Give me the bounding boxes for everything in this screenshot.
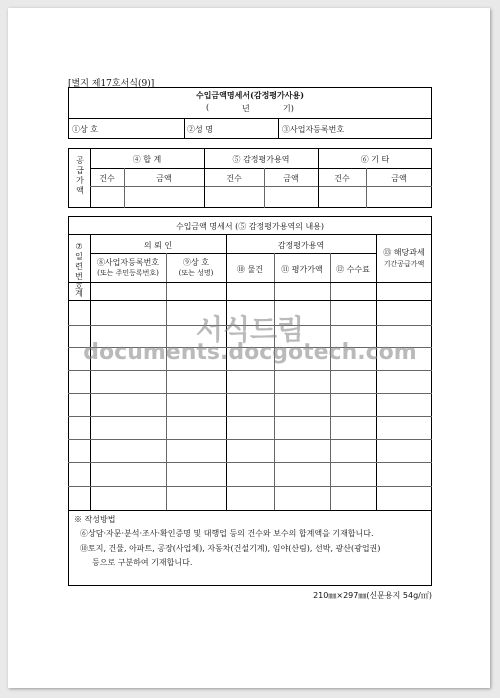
header-col-sep-1 [184,118,185,139]
notes-line-3: 등으로 구분하여 기재합니다. [92,558,193,567]
table-row-line [68,416,432,417]
object-header: ⑩ 물건 [237,265,263,274]
year-unit: 년 [242,104,250,113]
bizno-header [90,258,166,278]
field-name-label: ②성 명 [187,125,213,134]
year-open: ( [206,103,210,112]
detail-sub-sep-3 [330,253,331,510]
tax-sublabel: 기간공급가액 [383,260,425,268]
company-sublabel: (또는 성명) [178,269,214,277]
table-row-line [68,439,432,440]
fee-header: ⑫ 수수료 [336,265,370,274]
serial-header [73,242,85,292]
table-row-line [68,486,432,487]
supply-total-header: ④ 합 계 [132,155,162,164]
tax-label: ⑬ 해당과세 [383,248,425,257]
supply-row-line-1 [90,168,432,169]
watermark-title: 서식드림 [195,313,305,346]
watermark-url: documents.docgotech.com [83,340,417,365]
detail-title: 수입금액 명세서 (⑤ 감정평가용역의 내용) [175,222,325,231]
company-header [166,258,226,278]
supply-row-line-2 [90,186,432,187]
table-row-line [68,462,432,463]
field-bizno-label: ③사업자등록번호 [282,125,345,134]
form-id: [별지 제17호서식(9)] [68,79,155,89]
table-row-line [68,370,432,371]
supply-fee-count: 건수 [226,174,242,183]
field-company-label: ①상 호 [72,125,98,134]
tax-header [376,247,432,270]
detail-sub-sep-2 [274,253,275,510]
detail-group-line [90,253,376,254]
company-label: ⑨상 호 [183,258,209,267]
supply-side-label: 공급가액 [76,156,84,195]
table-row-line [68,393,432,394]
paper-spec: 210㎜×297㎜(신문용지 54g/㎡) [313,591,432,600]
supply-other-header: ⑥ 기 타 [360,155,390,164]
supply-other-amount: 금액 [391,174,407,183]
serial-mark: ⑦ [75,242,83,251]
notes-line-2: ⑩토지, 건물, 아파트, 공장(사업체), 자동차(건설기계), 임야(산림), 선박, 광산(광업권) [80,544,381,553]
detail-group-sep-1 [226,234,227,510]
detail-group-sep-2 [376,234,377,510]
detail-sub-sep-1 [166,253,167,510]
header-col-sep-2 [278,118,279,139]
notes-line-1: ⑥상담·자문·분석·조사·확인증명 및 대행업 등의 건수와 보수의 합계액을 기재합니다. [80,529,374,538]
supply-fee-amount: 금액 [283,174,299,183]
field-bizno-input[interactable] [348,120,430,137]
appraisal-header: 감정평가용역 [277,241,325,250]
total-row-label: 계 [75,289,83,298]
notes-heading: ※ 작성방법 [74,515,116,524]
client-header: 의 뢰 인 [143,241,173,250]
form-title: 수입금액명세서(감정평가사용) [195,90,305,100]
header-divider [68,118,432,119]
serial-word-2: 번호 [75,272,83,291]
detail-header-bottom [68,282,432,283]
year-close: 기) [283,104,294,113]
detail-total-bottom [68,300,432,301]
detail-title-line [68,234,432,235]
supply-other-count: 건수 [334,174,350,183]
supply-total-count: 건수 [99,174,115,183]
bizno-label: ⑧사업자등록번호 [96,258,160,267]
field-name-input[interactable] [222,120,276,137]
supply-fee-header: ⑤ 감정평가용역 [232,155,290,164]
supply-total-amount: 금액 [156,174,172,183]
field-company-input[interactable] [110,120,182,137]
serial-word-1: 일련 [75,252,83,271]
detail-body-bottom [68,510,432,511]
bizno-sublabel: (또는 주민등록번호) [97,269,159,277]
value-header: ⑪ 평가가액 [281,265,323,274]
